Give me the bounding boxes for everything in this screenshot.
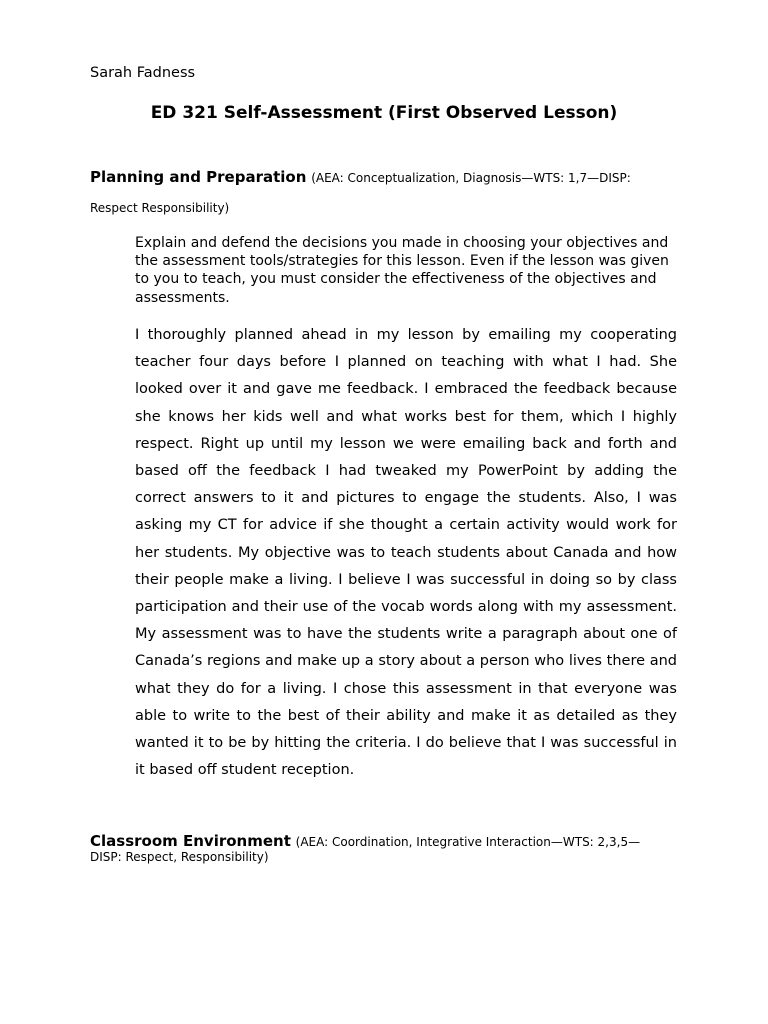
section-heading-label: Planning and Preparation [90, 168, 307, 186]
section-criteria: (AEA: Conceptualization, Diagnosis—WTS: 1,7—DISP: [311, 171, 631, 185]
section-criteria-continued: Respect Responsibility) [90, 201, 230, 215]
section-environment-heading [90, 831, 680, 865]
section-heading-label: Classroom Environment [90, 832, 291, 850]
assessment-response: I thoroughly planned ahead in my lesson by emailing my cooperating teacher four days before I planned on teaching with what I had. She looked over it and gave me feedback. I embraced the feedback because she knows her kids well and what works best for them, which I highly respect. Right up until my lesson we were emailing back and forth and based off the feedback I had tweaked my PowerPoint by adding the correct answers to it and pictures to engage the students. Also, I was asking my CT for advice if she thought a certain activity would work for her students. My objective was to teach students about Canada and how their people make a living. I believe I was successful in doing so by class participation and their use of the vocab words along with my assessment. My assessment was to have the students write a paragraph about one of Canada’s regions and make up a story about a person who lives there and what they do for a living. I chose this assessment in that everyone was able to write to the best of their ability and make it as detailed as they wanted it to be by hitting the criteria. I do believe that I was successful in it based off student reception. [135, 327, 677, 779]
document-title: ED 321 Self-Assessment (First Observed Lesson) [150, 103, 618, 123]
section-criteria-continued: DISP: Respect, Responsibility) [90, 850, 269, 864]
section-planning-heading [90, 166, 680, 216]
assessment-prompt: Explain and defend the decisions you made in choosing your objectives and the assessment tools/strategies for this lesson. Even if the lesson was given to you to teach, you must consider the effectiveness of the objectives and assessments. [135, 235, 669, 306]
section-criteria: (AEA: Coordination, Integrative Interaction—WTS: 2,3,5— [295, 835, 641, 849]
author-name: Sarah Fadness [90, 65, 196, 81]
